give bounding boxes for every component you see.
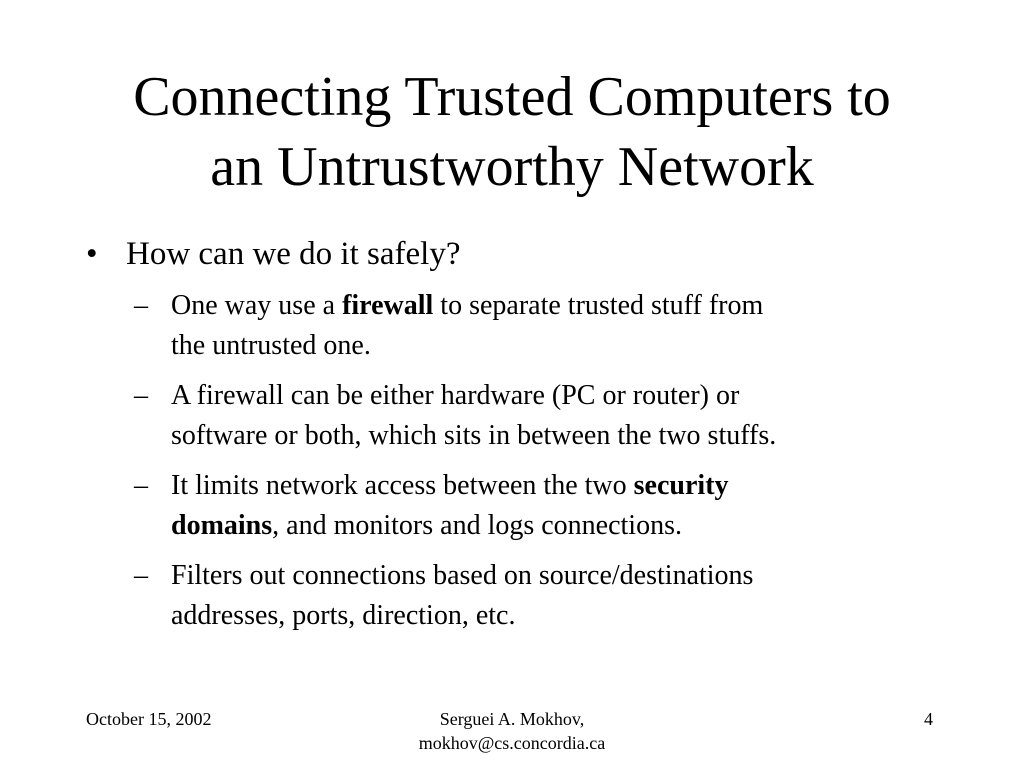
- sub-bullet-text: [171, 466, 914, 546]
- sub-bullet-line: the untrusted one.: [171, 330, 371, 361]
- sub-bullet-dash: –: [134, 290, 148, 321]
- sub-bullet-line: software or both, which sits in between the two stuffs.: [171, 420, 777, 451]
- main-bullet: [86, 232, 460, 276]
- slide-title-line-2: an Untrustworthy Network: [210, 136, 814, 198]
- text-segment: One way use a: [171, 290, 343, 321]
- sub-bullet-text: [171, 556, 914, 636]
- sub-bullet-text: [171, 286, 914, 366]
- bold-term-firewall: firewall: [342, 290, 434, 321]
- main-bullet-text: How can we do it safely?: [126, 236, 461, 272]
- sub-bullet-line: Filters out connections based on source/destinations: [171, 560, 754, 591]
- text-segment: , and monitors and logs connections.: [272, 510, 682, 541]
- sub-bullet-line: [171, 506, 914, 546]
- footer-author-email: mokhov@cs.concordia.ca: [418, 733, 606, 753]
- bold-term-domains: domains: [171, 510, 273, 541]
- text-segment: to separate trusted stuff from: [433, 290, 764, 321]
- sub-bullet-text: [171, 376, 914, 456]
- sub-bullet-dash: –: [134, 470, 148, 501]
- slide-title-line-1: Connecting Trusted Computers to: [133, 66, 891, 128]
- sub-bullet-firewall: [134, 286, 914, 366]
- sub-bullet-hardware-software: [134, 376, 914, 456]
- sub-bullet-filters: [134, 556, 914, 636]
- sub-bullet-line: [171, 466, 914, 506]
- sub-bullet-line: A firewall can be either hardware (PC or router) or: [171, 380, 740, 411]
- footer-date: October 15, 2002: [86, 709, 212, 729]
- sub-bullet-dash: –: [134, 560, 148, 591]
- sub-bullet-line: addresses, ports, direction, etc.: [171, 600, 516, 631]
- sub-bullet-security-domains: [134, 466, 914, 546]
- footer-author-name: Serguei A. Mokhov,: [439, 709, 585, 729]
- bullet-marker: •: [86, 236, 98, 272]
- sub-bullet-line: [171, 286, 914, 326]
- sub-bullet-dash: –: [134, 380, 148, 411]
- footer-page-number: 4: [924, 709, 933, 729]
- footer-author: [362, 707, 662, 755]
- text-segment: It limits network access between the two: [171, 470, 634, 501]
- slide-title: [0, 62, 1024, 202]
- bold-term-security: security: [633, 470, 729, 501]
